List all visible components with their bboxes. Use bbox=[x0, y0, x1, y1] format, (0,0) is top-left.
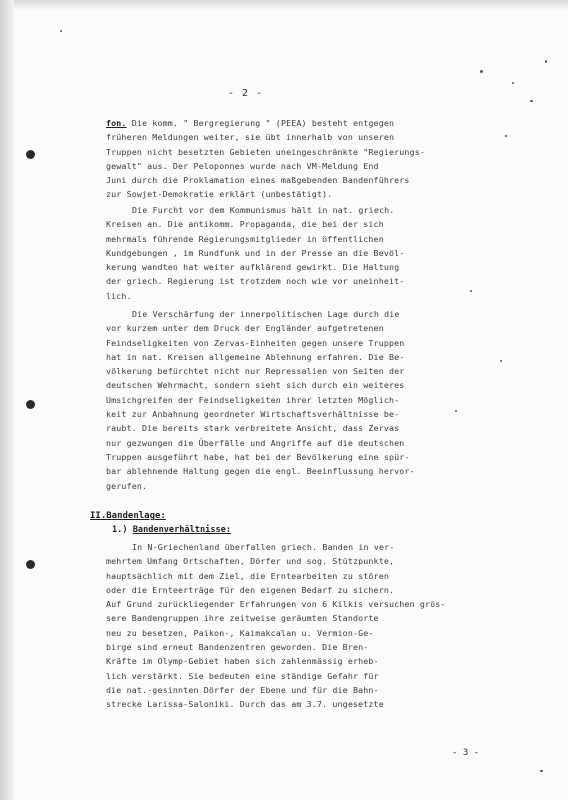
text-line: die nat.-gesinnten Dörfer der Ebene und für die Bahn- bbox=[106, 684, 379, 695]
paragraph-3 bbox=[106, 307, 490, 493]
text-line: oder die Ernteerträge für den eigenen Bedarf zu sichern. bbox=[106, 584, 395, 595]
text-line: lich verstärkt. Sie bedeuten eine ständige Gefahr für bbox=[106, 670, 379, 681]
next-page-number: - 3 - bbox=[452, 748, 480, 758]
punch-hole-icon bbox=[26, 150, 35, 159]
text-line: raubt. Die bereits stark verbreitete Ansicht, dass Zervas bbox=[106, 423, 400, 434]
scan-speckle bbox=[530, 100, 533, 102]
text-line: völkerung befürchtet nicht nur Repressalien von Seiten der bbox=[106, 366, 405, 377]
text-line: Die Furcht vor dem Kommunismus hält in nat. griech. bbox=[132, 205, 395, 215]
text-line: keit zur Anbahnung geordneter Wirtschaftsverhältnisse be- bbox=[106, 409, 400, 420]
text-line: Truppen nicht besetzten Gebieten uneingeschränkte "Regierungs- bbox=[106, 146, 425, 157]
text-line: Kreisen an. Die antikomm. Propaganda, die bei der sich bbox=[106, 219, 384, 230]
text-line: kerung wandten hat weiter aufklärend gewirkt. Die Haltung bbox=[106, 262, 400, 273]
text-line: birge sind erneut Bandenzentren geworden. Die Bren- bbox=[106, 642, 369, 653]
text-line: mehrmals führende Regierungsmitglieder in öffentlichen bbox=[106, 233, 384, 244]
section-heading: II.Bandenlage: bbox=[90, 511, 166, 521]
page-left-edge-shadow bbox=[0, 0, 14, 800]
text-line: deutschen Wehrmacht, sondern sieht sich durch ein weiteres bbox=[106, 380, 405, 391]
text-line bbox=[106, 116, 490, 130]
text-line: Umsichgreifen der Feindseligkeiten ihrer letzten Möglich- bbox=[106, 394, 400, 405]
text-line-rest: Die komm. " Bergregierung " (PEEA) besteht entgegen bbox=[126, 118, 395, 128]
text-line: Feindseligkeiten von Zervas-Einheiten gegen unsere Truppen bbox=[106, 337, 405, 348]
subsection-title: Bandenverhältnisse: bbox=[132, 525, 232, 535]
punch-hole-icon bbox=[26, 560, 35, 569]
text-line: der griech. Regierung ist trotzdem noch wie vor uneinheit- bbox=[106, 276, 405, 287]
text-line: lich. bbox=[106, 290, 132, 301]
text-line: gerufen. bbox=[106, 480, 148, 491]
text-line: strecke Larissa-Saloniki. Durch das am 3.7. ungesetzte bbox=[106, 699, 384, 710]
text-line: Auf Grund zurückliegender Erfahrungen von 6 Kilkis versuchen grös- bbox=[106, 599, 446, 610]
text-line: Juni durch die Proklamation eines maßgebenden Bandenführers bbox=[106, 175, 410, 186]
paragraph-4 bbox=[106, 540, 490, 712]
text-line: gewalt" aus. Der Peloponnes wurde nach VM-Meldung End bbox=[106, 160, 379, 171]
subsection-number: 1.) bbox=[112, 525, 128, 535]
scan-speckle bbox=[480, 70, 483, 73]
text-line: Die Verschärfung der innerpolitischen Lage durch die bbox=[132, 309, 400, 319]
text-line: sere Bandengruppen ihre zeitweise geräumten Standorte bbox=[106, 613, 379, 624]
first-word: fon. bbox=[106, 118, 127, 128]
scan-speckle bbox=[505, 135, 507, 137]
subsection-heading bbox=[112, 525, 231, 535]
paragraph-2 bbox=[106, 203, 490, 303]
scan-speckle bbox=[545, 60, 547, 63]
page-number: - 2 - bbox=[228, 88, 264, 99]
scan-speckle bbox=[540, 770, 543, 772]
text-line: bar ablehnende Haltung gegen die engl. Beeinflussung hervor- bbox=[106, 466, 415, 477]
text-line: neu zu besetzen, Paikon-, Kaimakcalan u. Vermion-Ge- bbox=[106, 627, 374, 638]
text-line: vor kurzem unter dem Druck der Engländer aufgetretenen bbox=[106, 323, 384, 334]
scan-speckle bbox=[512, 82, 514, 84]
text-line: mehrtem Umfang Ortschaften, Dörfer und sog. Stützpunkte, bbox=[106, 556, 395, 567]
text-line: früheren Meldungen weiter, sie übt innerhalb von unseren bbox=[106, 132, 395, 143]
scan-speckle bbox=[500, 360, 502, 362]
paragraph-1 bbox=[106, 116, 490, 202]
punch-hole-icon bbox=[26, 400, 35, 409]
text-line: hauptsächlich mit dem Ziel, die Erntearbeiten zu stören bbox=[106, 570, 389, 581]
text-line: nur gezwungen die Überfälle und Angriffe auf die deutschen bbox=[106, 437, 405, 448]
text-line: zur Sowjet-Demokratie erklärt (unbestätigt). bbox=[106, 189, 333, 200]
page-top-edge-shadow bbox=[0, 0, 568, 10]
text-line: hat in nat. Kreisen allgemeine Ablehnung erfahren. Die Be- bbox=[106, 351, 405, 362]
scan-speckle bbox=[60, 30, 62, 32]
text-line: Kräfte im Olymp-Gebiet haben sich zahlenmässig erheb- bbox=[106, 656, 379, 667]
text-line: In N-Griechenland überfallen griech. Banden in ver- bbox=[132, 542, 395, 552]
text-line: Truppen ausgeführt habe, hat bei der Bevölkerung eine spür- bbox=[106, 451, 410, 462]
text-line: Kundgebungen , im Rundfunk und in der Presse an die Bevöl- bbox=[106, 247, 405, 258]
